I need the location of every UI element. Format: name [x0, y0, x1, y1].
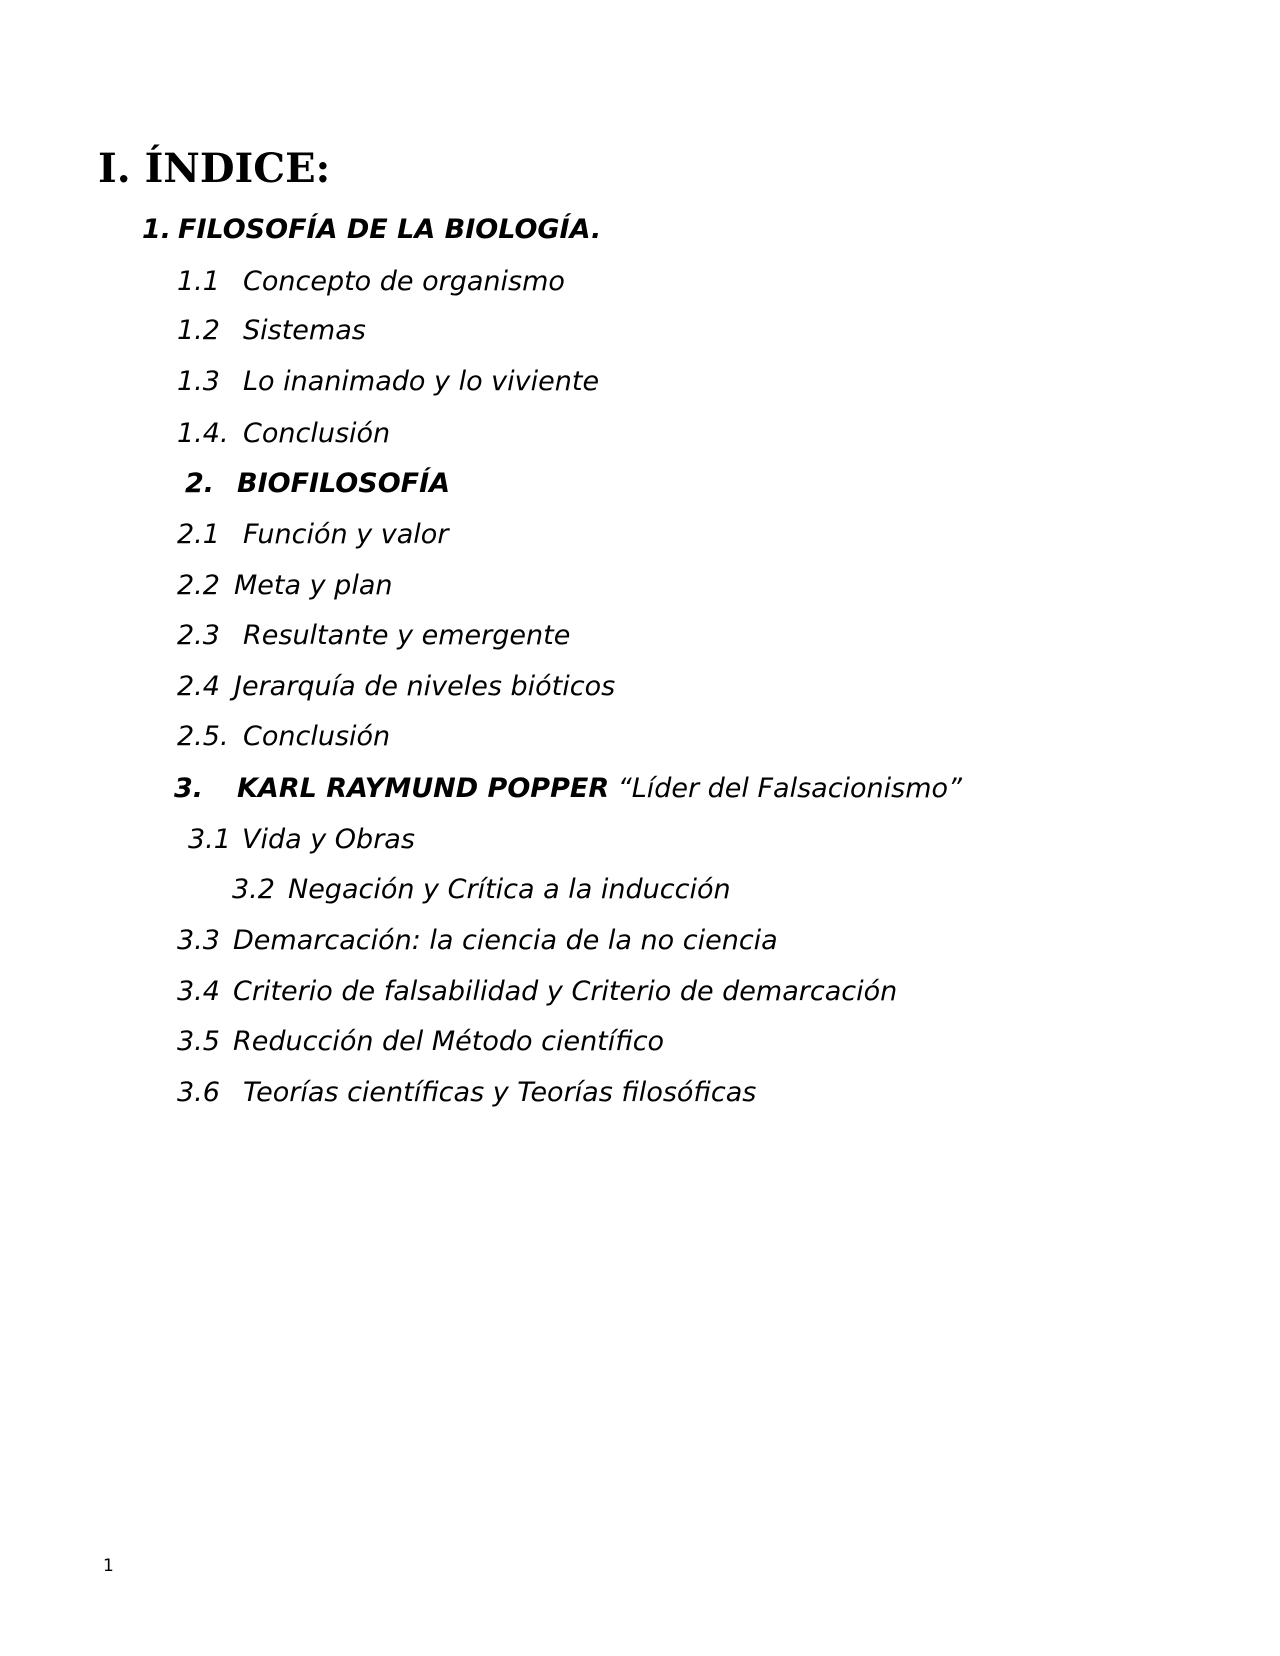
toc-number: 2.4: [177, 671, 220, 702]
page-number: 1: [103, 1556, 114, 1576]
toc-text: Función y valor: [243, 519, 449, 550]
toc-text: Vida y Obras: [242, 824, 415, 855]
toc-number: 1.: [142, 214, 172, 245]
toc-number: 2.3: [177, 620, 220, 651]
toc-item: [177, 518, 448, 552]
toc-item: [177, 265, 565, 299]
toc-text: Reducción del Método científico: [233, 1026, 665, 1057]
toc-item: [177, 720, 390, 754]
toc-number: 2.2: [177, 570, 220, 601]
toc-item: [177, 365, 599, 399]
toc-item: [177, 975, 897, 1009]
toc-text: Meta y plan: [234, 570, 393, 601]
toc-number: 2.1: [177, 519, 220, 550]
toc-item: [177, 619, 570, 653]
toc-subtitle: “Líder del Falsacionismo”: [617, 773, 963, 804]
toc-text: Jerarquía de niveles bióticos: [234, 671, 616, 702]
toc-text: Lo inanimado y lo viviente: [243, 366, 600, 397]
toc-item: [177, 924, 778, 958]
toc-section-1: [142, 213, 601, 247]
toc-text: Conclusión: [243, 418, 391, 449]
toc-text: Conclusión: [243, 721, 391, 752]
toc-text: Demarcación: la ciencia de la no ciencia: [233, 925, 778, 956]
toc-section-3: [174, 772, 962, 806]
toc-number: 1.3: [177, 366, 220, 397]
toc-item: [177, 417, 390, 451]
toc-text: KARL RAYMUND POPPER: [237, 773, 610, 804]
toc-text: BIOFILOSOFÍA: [237, 468, 451, 499]
toc-number: 1.4.: [177, 418, 229, 449]
toc-item: [177, 1076, 756, 1110]
toc-text: Negación y Crítica a la inducción: [288, 874, 731, 905]
toc-number: 2.5.: [177, 721, 229, 752]
toc-text: Sistemas: [243, 315, 366, 346]
toc-text: Criterio de falsabilidad y Criterio de demarcación: [233, 976, 898, 1007]
toc-number: 1.2: [177, 315, 220, 346]
toc-item: [177, 314, 366, 348]
toc-number: 2.: [185, 468, 215, 499]
toc-number: 3.2: [232, 874, 275, 905]
toc-number: 3.4: [177, 976, 220, 1007]
toc-section-2: [185, 467, 450, 501]
toc-number: 3.3: [177, 925, 220, 956]
toc-number: 1.1: [177, 266, 220, 297]
toc-number: 3.5: [177, 1026, 220, 1057]
toc-item: [177, 670, 615, 704]
toc-text: Teorías científicas y Teorías filosóficas: [243, 1077, 757, 1108]
toc-number: 3.1: [188, 824, 231, 855]
toc-number: 3.: [174, 773, 204, 804]
toc-item: [177, 569, 392, 603]
toc-number: 3.6: [177, 1077, 220, 1108]
toc-text: FILOSOFÍA DE LA BIOLOGÍA.: [178, 214, 602, 245]
toc-item: [188, 823, 415, 857]
toc-item: [232, 873, 731, 907]
toc-text: Resultante y emergente: [243, 620, 571, 651]
page-title: I. ÍNDICE:: [98, 145, 331, 192]
toc-item: [177, 1025, 664, 1059]
toc-text: Concepto de organismo: [243, 266, 565, 297]
